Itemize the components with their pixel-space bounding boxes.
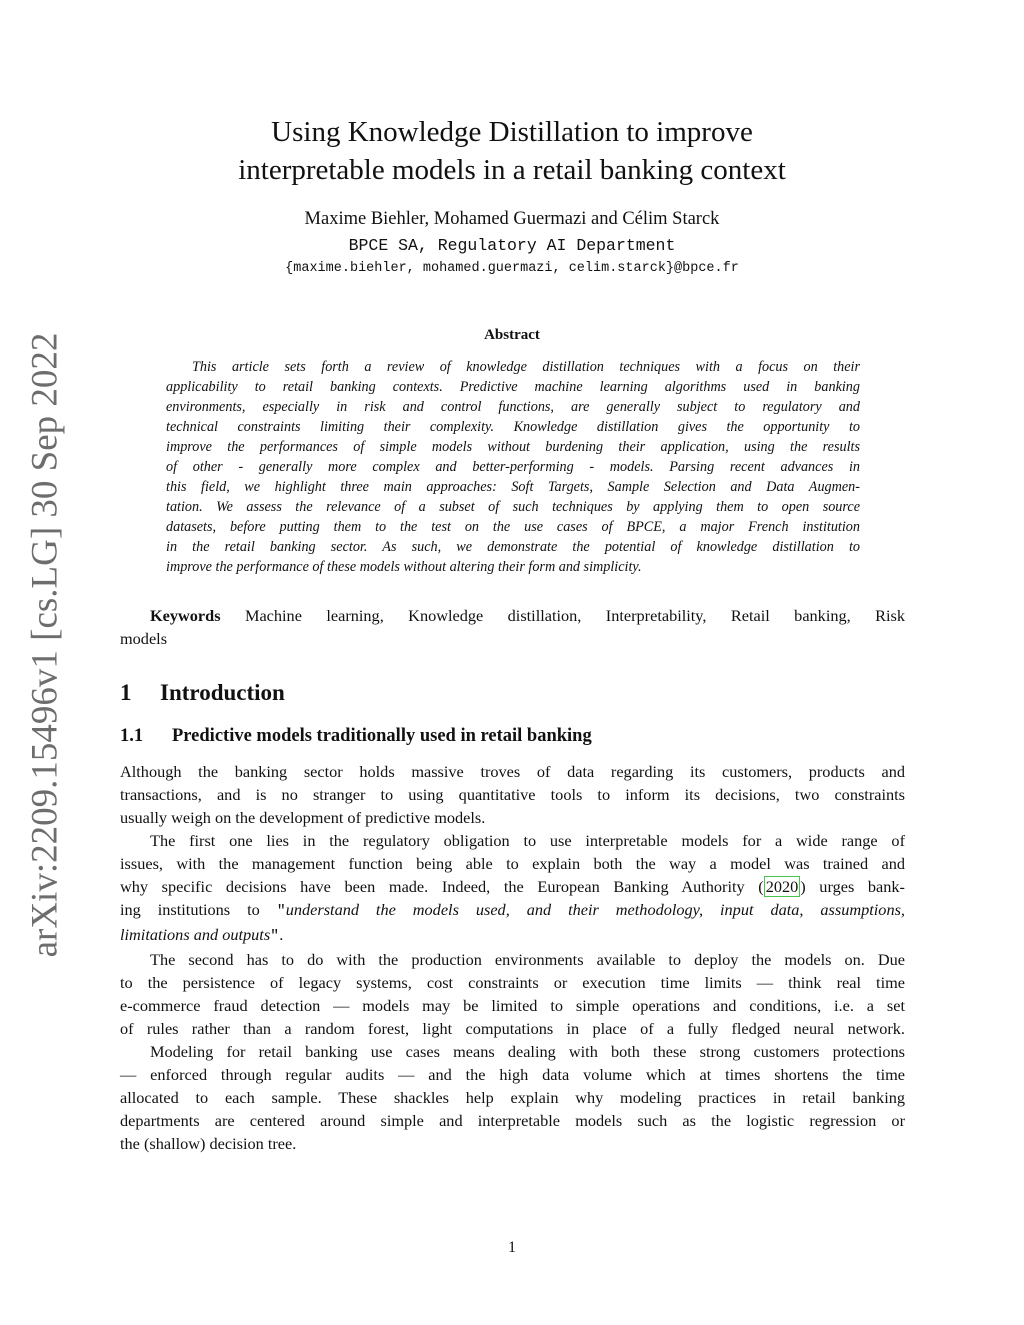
keywords-label: Keywords <box>150 606 221 625</box>
text-run: ) urges bank- <box>800 877 905 896</box>
affiliation: BPCE SA, Regulatory AI Department <box>348 236 676 255</box>
paper-title <box>0 113 1024 189</box>
abstract-line: of other - generally more complex and better-performing - models. Parsing recent advances in <box>166 459 860 475</box>
abstract-line: environments, especially in risk and control functions, are generally subject to regulatory and <box>166 399 860 415</box>
abstract-line: applicability to retail banking contexts. Predictive machine learning algorithms used in banking <box>166 379 860 395</box>
abstract-line: improve the performance of these models without altering their form and simplicity. <box>166 559 642 575</box>
citation-link[interactable]: 2020 <box>765 877 799 896</box>
abstract-line: in the retail banking sector. As such, we demonstrate the potential of knowledge distillation to <box>166 539 860 555</box>
paragraph-line: departments are centered around simple and interpretable models such as the logistic regression or <box>120 1111 905 1130</box>
paragraph-line: to the persistence of legacy systems, cost constraints or execution time limits — think real time <box>120 973 905 992</box>
abstract-line: this field, we highlight three main approaches: Soft Targets, Sample Selection and Data Augmen- <box>166 479 860 495</box>
quoted-text: understand the models used, and their methodology, input data, assumptions, <box>285 900 905 919</box>
text-run: why specific decisions have been made. Indeed, the European Banking Authority ( <box>120 877 764 896</box>
paragraph-line: of rules rather than a random forest, light computations in place of a fully fledged neural network. <box>120 1019 905 1038</box>
keywords-line: models <box>120 629 168 648</box>
section-number: 1 <box>120 680 132 705</box>
subsection-number: 1.1 <box>120 726 144 746</box>
keywords-line <box>120 604 905 627</box>
paragraph-line: issues, with the management function being able to explain both the way a model was trained and <box>120 854 905 873</box>
keywords-block <box>120 604 905 650</box>
paragraph-line <box>120 898 905 923</box>
paragraph-line: The second has to do with the production environments available to deploy the models on. Due <box>150 950 905 969</box>
paragraph-line: allocated to each sample. These shackles help explain why modeling practices in retail banking <box>120 1088 905 1107</box>
paragraph-line <box>120 923 905 948</box>
paragraph-line: — enforced through regular audits — and the high data volume which at times shortens the time <box>120 1065 905 1084</box>
quoted-text: limitations and outputs <box>120 925 271 944</box>
abstract-line: technical constraints limiting their complexity. Knowledge distillation gives the opportunity to <box>166 419 860 435</box>
paragraph-line: usually weigh on the development of predictive models. <box>120 808 486 827</box>
section-heading <box>120 680 285 706</box>
subsection-title: Predictive models traditionally used in retail banking <box>172 726 592 746</box>
abstract-line: This article sets forth a review of knowledge distillation techniques with a focus on their <box>192 359 860 375</box>
author-emails: {maxime.biehler, mohamed.guermazi, celim.starck}@bpce.fr <box>285 261 739 276</box>
abstract-heading: Abstract <box>484 327 540 343</box>
text-run: . <box>279 925 284 944</box>
quote-mark: " <box>270 928 280 945</box>
paragraph-line: Although the banking sector holds massive troves of data regarding its customers, products and <box>120 762 905 781</box>
abstract-line: improve the performances of simple models without burdening their application, using the results <box>166 439 860 455</box>
paragraph-line: transactions, and is no stranger to using quantitative tools to inform its decisions, two constraints <box>120 785 905 804</box>
body-text <box>120 760 905 1155</box>
keywords-text: Machine learning, Knowledge distillation, Interpretability, Retail banking, Risk <box>244 606 905 625</box>
quote-mark: " <box>276 903 286 920</box>
title-line-2: interpretable models in a retail banking context <box>238 154 786 186</box>
paragraph-line: e-commerce fraud detection — models may be limited to simple operations and conditions, i.e. a set <box>120 996 905 1015</box>
text-run: ing institutions to <box>120 900 277 919</box>
paragraph-line: the (shallow) decision tree. <box>120 1134 297 1153</box>
paragraph-line: Modeling for retail banking use cases means dealing with both these strong customers protections <box>150 1042 905 1061</box>
page-number: 1 <box>508 1239 516 1256</box>
subsection-heading <box>120 726 592 747</box>
abstract-body <box>166 357 860 577</box>
arxiv-identifier: arXiv:2209.15496v1 [cs.LG] 30 Sep 2022 <box>24 332 66 958</box>
section-title: Introduction <box>160 680 285 705</box>
abstract-line: tation. We assess the relevance of a subset of such techniques by applying them to open source <box>166 499 860 515</box>
paragraph-line: The first one lies in the regulatory obligation to use interpretable models for a wide range of <box>150 831 905 850</box>
abstract-line: datasets, before putting them to the test on the use cases of BPCE, a major French institution <box>166 519 860 535</box>
paragraph-line <box>120 875 905 898</box>
title-line-1: Using Knowledge Distillation to improve <box>271 116 753 148</box>
author-list: Maxime Biehler, Mohamed Guermazi and Célim Starck <box>304 209 720 229</box>
